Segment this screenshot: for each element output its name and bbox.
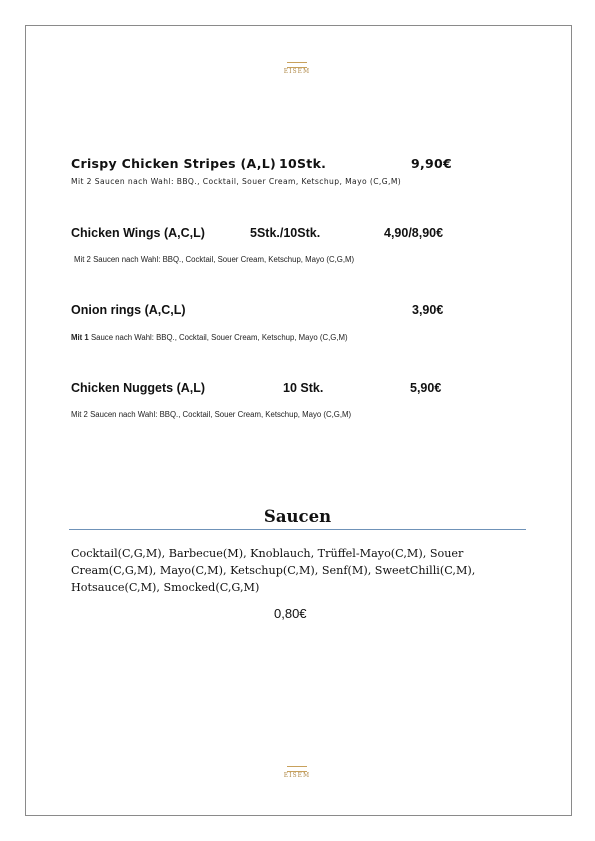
- logo-bottom: [281, 766, 313, 780]
- item-description-crispy-chicken-stripes: [71, 177, 401, 186]
- item-price-onion-rings: 3,90€: [412, 303, 444, 317]
- item-name-chicken-wings: Chicken Wings (A,C,L): [71, 226, 205, 240]
- item-price-chicken-wings: 4,90/8,90€: [384, 226, 444, 240]
- logo-text: EISEM: [283, 772, 311, 779]
- logo-text: EISEM: [283, 68, 311, 75]
- sauce-count: Mit 2: [71, 177, 92, 186]
- sauce-options: Sauce nach Wahl: BBQ., Cocktail, Souer Cream, Ketschup, Mayo (C,G,M): [90, 333, 348, 342]
- sauce-count: Mit 2: [74, 255, 91, 264]
- item-name-crispy-chicken-stripes: Crispy Chicken Stripes (A,L): [71, 156, 277, 171]
- item-description-onion-rings: [71, 333, 348, 342]
- logo-top: [281, 62, 313, 76]
- item-name-onion-rings: Onion rings (A,C,L): [71, 303, 186, 317]
- sauce-list: Cocktail(C,G,M), Barbecue(M), Knoblauch, Trüffel-Mayo(C,M), Souer Cream(C,G,M), Mayo(C,M), Ketschup(C,M), Senf(M), SweetChilli(C,M), Hotsauce(C,M), Smocked(C,G,M): [71, 547, 476, 594]
- item-price-chicken-nuggets: 5,90€: [410, 381, 442, 395]
- section-divider: [69, 529, 526, 530]
- item-price-crispy-chicken-stripes: 9,90€: [411, 156, 453, 171]
- item-name-chicken-nuggets: Chicken Nuggets (A,L): [71, 381, 206, 395]
- sauce-price: 0,80€: [274, 606, 307, 621]
- item-qty-crispy-chicken-stripes: 10Stk.: [279, 156, 327, 171]
- item-description-chicken-wings: [74, 255, 354, 264]
- sauce-count: Mit 1: [71, 333, 89, 342]
- sauce-options: Saucen nach Wahl: BBQ., Cocktail, Souer Cream, Ketschup, Mayo (C,G,M): [94, 177, 402, 186]
- item-qty-chicken-wings: 5Stk./10Stk.: [250, 226, 321, 240]
- sauce-count: Mit 2: [71, 410, 88, 419]
- page-border: [25, 25, 572, 816]
- item-description-chicken-nuggets: [71, 410, 351, 419]
- item-qty-chicken-nuggets: 10 Stk.: [283, 381, 324, 395]
- section-title-saucen: Saucen: [263, 507, 332, 526]
- sauce-options: Saucen nach Wahl: BBQ., Cocktail, Souer Cream, Ketschup, Mayo (C,G,M): [90, 410, 352, 419]
- sauce-options: Saucen nach Wahl: BBQ., Cocktail, Souer Cream, Ketschup, Mayo (C,G,M): [93, 255, 355, 264]
